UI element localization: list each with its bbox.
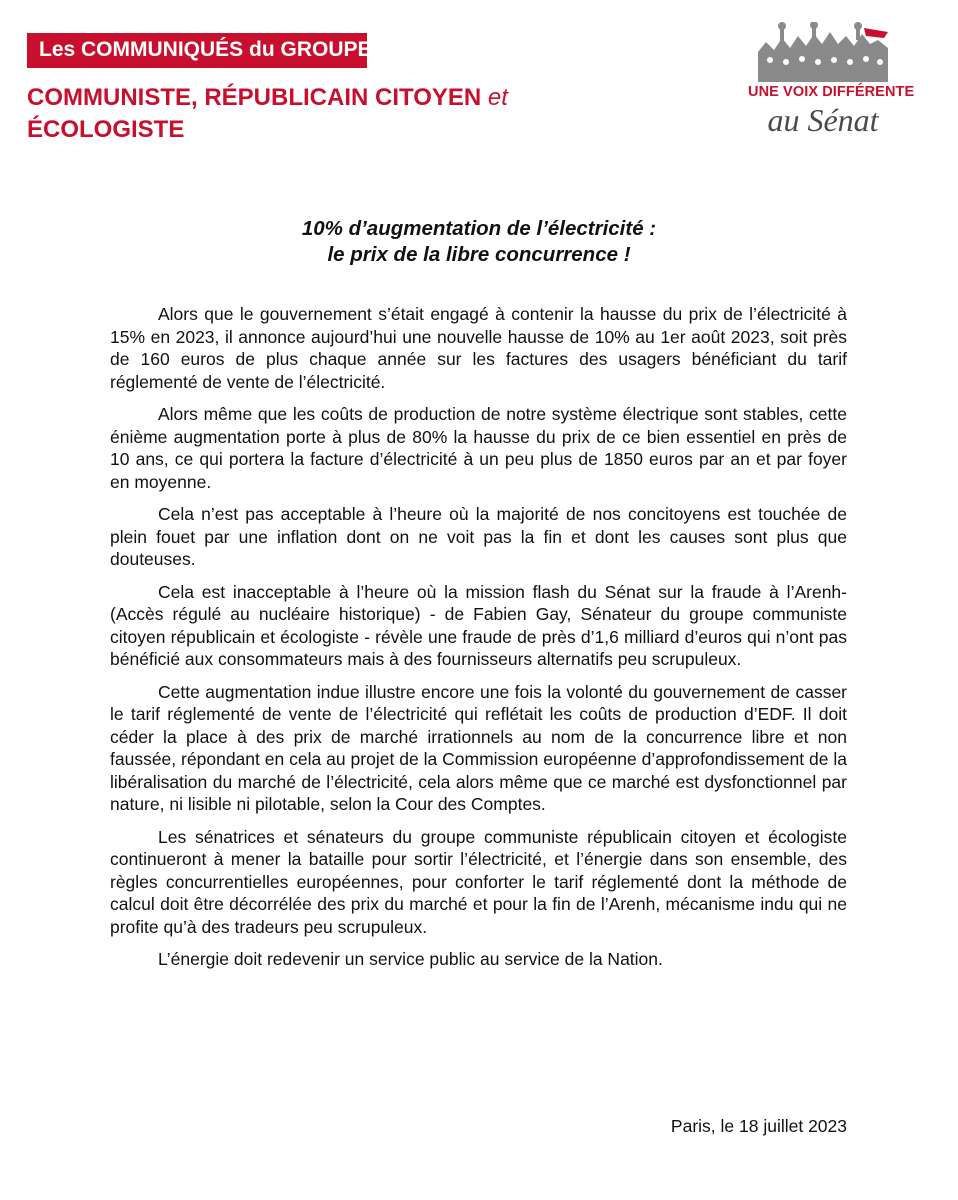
group-name-heading (27, 82, 587, 146)
press-release-body (110, 303, 847, 981)
group-name-line1: COMMUNISTE, RÉPUBLICAIN CITOYEN (27, 84, 482, 111)
paragraph: Cela n’est pas acceptable à l’heure où la majorité de nos concitoyens est touchée de plein fouet par une inflation dont on ne voit pas la fin et dont les causes sont plus que douteuses. (110, 504, 847, 569)
banner-text: Les COMMUNIQUÉS du GROUPE (39, 38, 372, 61)
title-line2: le prix de la libre concurrence ! (327, 243, 631, 266)
group-name-et: et (487, 84, 508, 111)
communiques-banner (27, 33, 372, 68)
press-release-title (0, 216, 958, 268)
logo-senat-text: au Sénat (767, 102, 879, 138)
senat-logo (748, 22, 915, 142)
paragraph: L’énergie doit redevenir un service public au service de la Nation. (158, 949, 663, 969)
crowd-with-raised-fists-icon (756, 22, 890, 82)
paragraph: Cela est inacceptable à l’heure où la mission flash du Sénat sur la fraude à l’Arenh- (Accès régulé au nucléaire historique) - de Fabien Gay, Sénateur du groupe communiste citoyen républicain et écologiste - révèle une fraude de près d’1,6 milliard d’euros qui n’ont pas bénéficié aux consommateurs mais à des fournisseurs alternatifs peu scrupuleux. (110, 581, 847, 669)
paragraph: Alors que le gouvernement s’était engagé à contenir la hausse du prix de l’électricité à 15% en 2023, il annonce aujourd’hui une nouvelle hausse de 10% au 1er août 2023, soit près de 160 euros de plus chaque année sur les factures des usagers bénéficiant du tarif réglementé de vente de l’électricité. (110, 304, 847, 392)
paragraph: Cette augmentation indue illustre encore une fois la volonté du gouvernement de casser le tarif réglementé de vente de l’électricité qui reflétait les coûts de production d’EDF. Il doit céder la place à des prix de marché irrationnels au nom de la concurrence libre et non faussée, répondant en cela au projet de la Commission européenne d’approfondissement de la libéralisation du marché de l’électricité, cela alors même que ce marché est dysfonctionnel par nature, ni lisible ni pilotable, selon la Cour des Comptes. (110, 681, 847, 814)
logo-tagline: UNE VOIX DIFFÉRENTE (748, 84, 915, 100)
group-name-line2: ÉCOLOGISTE (27, 116, 185, 143)
title-line1: 10% d’augmentation de l’électricité : (301, 217, 657, 240)
place-date-line: Paris, le 18 juillet 2023 (670, 1116, 847, 1136)
paragraph: Les sénatrices et sénateurs du groupe communiste républicain citoyen et écologiste continueront à mener la bataille pour sortir l’électricité, et l’énergie dans son ensemble, des règles concurrentielles européennes, pour conforter le tarif réglementé dont la méthode de calcul doit être décorrélée des prix du marché et pour la fin de l’Arenh, mécanisme indu qui ne profite qu’à des tradeurs peu scrupuleux. (110, 826, 847, 937)
paragraph: Alors même que les coûts de production de notre système électrique sont stables, cette énième augmentation porte à plus de 80% la hausse du prix de ce bien essentiel en près de 10 ans, ce qui portera la facture d’électricité à un peu plus de 1850 euros par an et par foyer en moyenne. (110, 404, 847, 492)
